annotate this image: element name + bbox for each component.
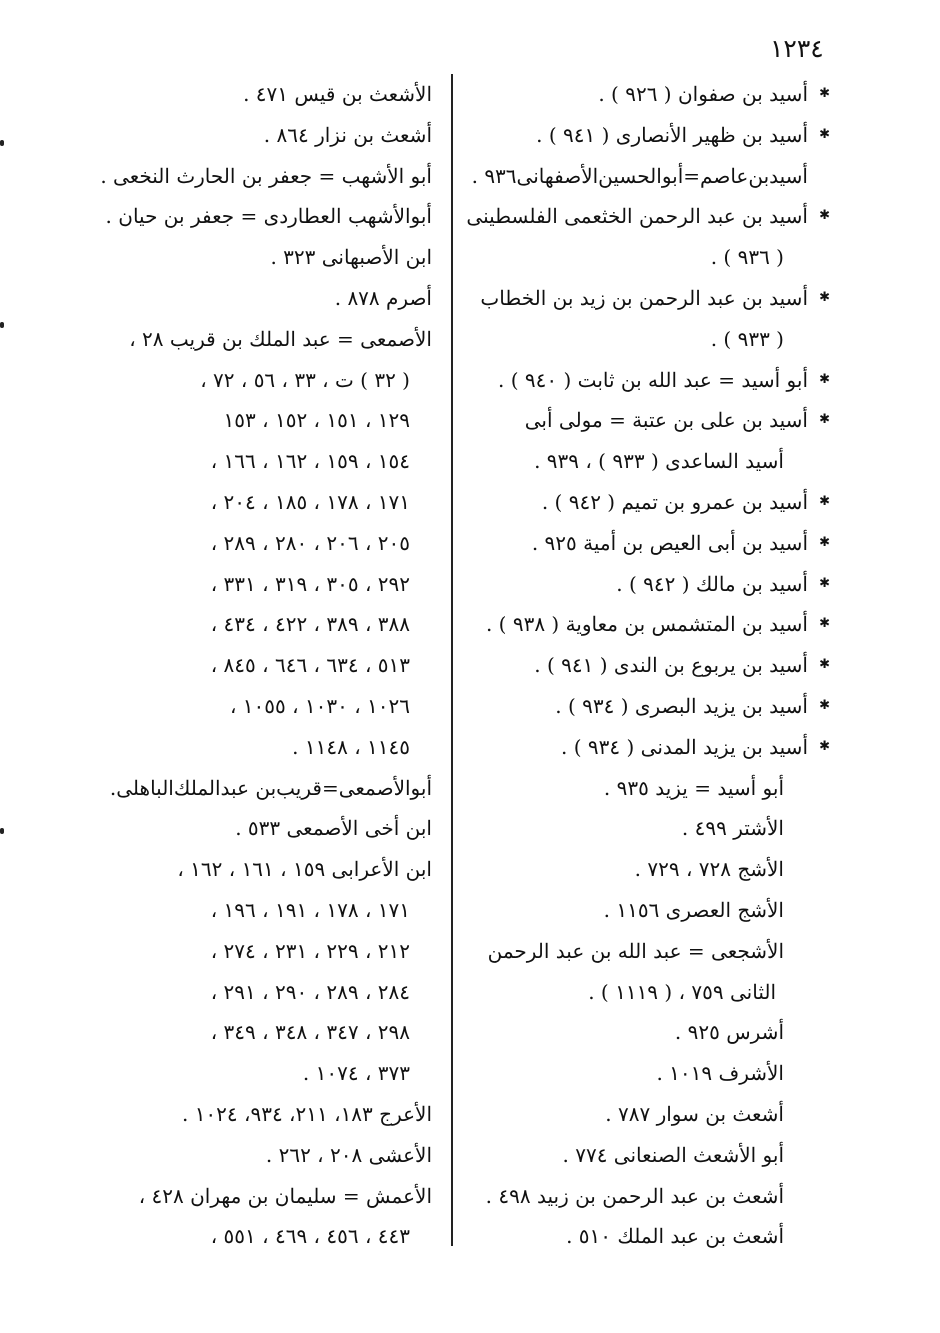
index-entry-text: الأشعث بن قيس ٤٧١ .	[243, 82, 432, 106]
index-entry-text: ابن الأصبهانى ٣٢٣ .	[270, 245, 432, 270]
index-entry	[80, 1135, 436, 1176]
index-entry-text: الأشرف ١٠١٩ .	[656, 1061, 784, 1086]
index-entry-text: أسيد بن ظهير الأنصارى ( ٩٤١ ) .	[536, 122, 808, 147]
index-entry	[80, 523, 436, 564]
index-entry-text: ٢٨٤ ، ٢٨٩ ، ٢٩٠ ، ٢٩١ ،	[210, 979, 410, 1004]
index-entry-text: أبو الأشعث الصنعانى ٧٧٤ .	[562, 1142, 784, 1167]
index-entry-text: أسيد بن يربوع بن الندى ( ٩٤١ ) .	[534, 653, 808, 678]
index-entry	[80, 115, 436, 156]
index-entry-text: ابن أخى الأصمعى ٥٣٣ .	[235, 816, 432, 841]
index-entry	[80, 808, 436, 849]
index-entry-text: ١٠٢٦ ، ١٠٣٠ ، ١٠٥٥ ،	[229, 693, 410, 718]
index-entry-text: الثانى ٧٥٩ ، ( ١١١٩ ) .	[588, 979, 776, 1004]
asterisk-icon: ✱	[819, 534, 830, 550]
index-entry-text: أشعث بن نزار ٨٦٤ .	[263, 122, 432, 147]
index-entry-text: ١١٤٥ ، ١١٤٨ .	[292, 734, 410, 759]
index-entry	[80, 1216, 436, 1257]
index-entry-text: الأعشى ٢٠٨ ، ٢٦٢ .	[265, 1142, 432, 1167]
index-entry-text: ٢٩٨ ، ٣٤٧ ، ٣٤٨ ، ٣٤٩ ،	[210, 1020, 410, 1045]
index-entry	[460, 74, 834, 115]
page-number: ١٢٣٤	[770, 34, 824, 63]
index-entry-text: ٤٤٣ ، ٤٥٦ ، ٤٦٩ ، ٥٥١ ،	[210, 1224, 410, 1249]
index-entry-text: الأشج ٧٢٨ ، ٧٢٩ .	[634, 857, 784, 882]
column-divider	[451, 74, 453, 1246]
index-entry	[460, 931, 834, 972]
margin-mark	[0, 140, 4, 146]
asterisk-icon: ✱	[819, 371, 830, 387]
index-entry	[80, 400, 436, 441]
index-entry	[80, 890, 436, 931]
index-entry-text: أشرس ٩٢٥ .	[674, 1020, 784, 1045]
asterisk-icon: ✱	[819, 738, 830, 754]
index-entry-text: ابن الأعرابى ١٥٩ ، ١٦١ ، ١٦٢ ،	[177, 857, 432, 882]
index-entry	[460, 1012, 834, 1053]
index-entry-text: أسيد الساعدى ( ٩٣٣ ) ، ٩٣٩ .	[534, 449, 784, 474]
index-entry	[460, 319, 834, 360]
index-entry	[460, 686, 834, 727]
index-entry-text: أسيد بن عبد الرحمن الخثعمى الفلسطينى	[466, 204, 808, 229]
index-entry	[460, 400, 834, 441]
index-entry	[460, 727, 834, 768]
index-entry-text: أسيدبن‌عاصم=أبوالحسين‌الأصفهانى٩٣٦ .	[471, 163, 808, 188]
margin-mark	[0, 828, 4, 834]
index-entry	[80, 360, 436, 401]
index-entry	[460, 156, 834, 197]
asterisk-icon: ✱	[819, 657, 830, 673]
index-entry	[460, 196, 834, 237]
index-entry-text: أسيد بن يزيد البصرى ( ٩٣٤ ) .	[555, 693, 808, 718]
index-entry-text: أبوالأصمعى=قريب‌بن عبدالملك‌الباهلى.	[109, 775, 432, 800]
index-entry	[80, 849, 436, 890]
index-entry	[460, 645, 834, 686]
index-entry	[80, 237, 436, 278]
index-entry-text: الأعمش = سليمان بن مهران ٤٢٨ ،	[138, 1183, 432, 1208]
index-entry-text: ١٧١ ، ١٧٨ ، ١٩١ ، ١٩٦ ،	[210, 897, 410, 922]
index-entry	[80, 972, 436, 1013]
asterisk-icon: ✱	[819, 493, 830, 509]
index-entry	[80, 645, 436, 686]
index-entry-text: أشعث بن عبد الملك ٥١٠ .	[566, 1224, 784, 1249]
index-entry	[80, 482, 436, 523]
index-entry	[460, 523, 834, 564]
index-entry-text: أبوالأشهب العطاردى = جعفر بن حيان .	[105, 204, 432, 229]
index-entry-text: ٣٨٨ ، ٣٨٩ ، ٤٢٢ ، ٤٣٤ ،	[210, 612, 410, 637]
index-entry-text: ٢٠٥ ، ٢٠٦ ، ٢٨٠ ، ٢٨٩ ،	[210, 530, 410, 555]
index-entry-text: أشعث بن سوار ٧٨٧ .	[605, 1101, 784, 1126]
index-entry-text: ٢١٢ ، ٢٢٩ ، ٢٣١ ، ٢٧٤ ،	[210, 938, 410, 963]
index-entry-text: ٥١٣ ، ٦٣٤ ، ٦٤٦ ، ٨٤٥ ،	[210, 653, 410, 678]
index-entry	[80, 604, 436, 645]
index-entry	[460, 441, 834, 482]
index-entry	[460, 1053, 834, 1094]
index-entry-text: ( ٣٢ ) ت ، ٣٣ ، ٥٦ ، ٧٢ ،	[200, 367, 410, 392]
index-entry-text: أسيد بن أبى العيص بن أمية ٩٢٥ .	[531, 530, 808, 555]
margin-mark	[0, 322, 4, 328]
asterisk-icon: ✱	[819, 86, 830, 101]
index-entry-text: ٢٩٢ ، ٣٠٥ ، ٣١٩ ، ٣٣١ ،	[210, 571, 410, 596]
index-entry-text: أصرم ٨٧٨ .	[334, 285, 432, 310]
index-entry	[460, 1176, 834, 1217]
index-entry	[80, 686, 436, 727]
index-entry-text: ١٥٤ ، ١٥٩ ، ١٦٢ ، ١٦٦ ،	[210, 449, 410, 474]
asterisk-icon: ✱	[819, 126, 830, 142]
index-entry	[80, 727, 436, 768]
index-entry	[460, 849, 834, 890]
index-entry-text: ١٢٩ ، ١٥١ ، ١٥٢ ، ١٥٣	[223, 408, 410, 433]
index-entry	[460, 115, 834, 156]
index-entry	[460, 360, 834, 401]
index-entry-text: أبو أسيد = يزيد ٩٣٥ .	[603, 775, 784, 800]
index-entry-text: الأصمعى = عبد الملك بن قريب ٢٨ ،	[129, 326, 432, 351]
index-entry-text: ( ٩٣٣ ) .	[710, 326, 784, 351]
index-entry	[460, 768, 834, 809]
right-index-column	[460, 74, 834, 1257]
index-entry	[80, 74, 436, 115]
index-entry	[80, 1094, 436, 1135]
index-entry-text: أسيد بن صفوان ( ٩٢٦ ) .	[598, 82, 808, 106]
index-entry-text: أسيد بن عمرو بن تميم ( ٩٤٢ ) .	[541, 489, 808, 514]
index-entry	[460, 1094, 834, 1135]
index-entry	[460, 604, 834, 645]
index-entry	[80, 319, 436, 360]
index-entry-text: أسيد بن المتشمس بن معاوية ( ٩٣٨ ) .	[485, 612, 808, 637]
index-entry	[80, 1053, 436, 1094]
index-entry	[460, 972, 834, 1013]
index-entry-text: أشعث بن عبد الرحمن بن زبيد ٤٩٨ .	[485, 1183, 784, 1208]
index-entry	[460, 482, 834, 523]
index-entry-text: ( ٩٣٦ ) .	[710, 245, 784, 270]
index-entry-text: الأعرج ١٨٣، ٢١١، ٩٣٤، ١٠٢٤ .	[181, 1101, 432, 1126]
index-entry	[460, 890, 834, 931]
index-entry-text: الأشجعى = عبد الله بن عبد الرحمن	[487, 938, 784, 963]
asterisk-icon: ✱	[819, 208, 830, 224]
asterisk-icon: ✱	[819, 412, 830, 428]
asterisk-icon: ✱	[819, 289, 830, 305]
left-index-column	[80, 74, 436, 1257]
index-entry-text: الأشج العصرى ١١٥٦ .	[603, 897, 784, 922]
asterisk-icon: ✱	[819, 575, 830, 591]
index-entry	[80, 196, 436, 237]
index-entry	[460, 1135, 834, 1176]
index-entry-text: أبو أسيد = عبد الله بن ثابت ( ٩٤٠ ) .	[498, 367, 808, 392]
asterisk-icon: ✱	[819, 697, 830, 713]
asterisk-icon: ✱	[819, 616, 830, 632]
index-entry	[80, 768, 436, 809]
index-entry-text: أسيد بن عبد الرحمن بن زيد بن الخطاب	[480, 285, 808, 310]
index-entry-text: ١٧١ ، ١٧٨ ، ١٨٥ ، ٢٠٤ ،	[210, 489, 410, 514]
index-entry	[460, 237, 834, 278]
index-entry-text: أبو الأشهب = جعفر بن الحارث النخعى .	[100, 163, 432, 188]
index-entry-text: ٣٧٣ ، ١٠٧٤ .	[302, 1061, 410, 1086]
index-entry	[80, 1012, 436, 1053]
index-entry	[80, 564, 436, 605]
index-entry-text: أسيد بن على بن عتبة = مولى أبى	[524, 408, 808, 433]
index-entry	[80, 931, 436, 972]
index-entry-text: أسيد بن مالك ( ٩٤٢ ) .	[616, 571, 808, 596]
index-entry	[80, 441, 436, 482]
index-entry-text: الأشتر ٤٩٩ .	[681, 816, 784, 841]
index-entry-text: أسيد بن يزيد المدنى ( ٩٣٤ ) .	[561, 734, 808, 759]
index-entry	[80, 156, 436, 197]
index-entry	[80, 278, 436, 319]
index-entry	[460, 278, 834, 319]
index-entry	[80, 1176, 436, 1217]
index-entry	[460, 1216, 834, 1257]
index-entry	[460, 808, 834, 849]
index-entry	[460, 564, 834, 605]
